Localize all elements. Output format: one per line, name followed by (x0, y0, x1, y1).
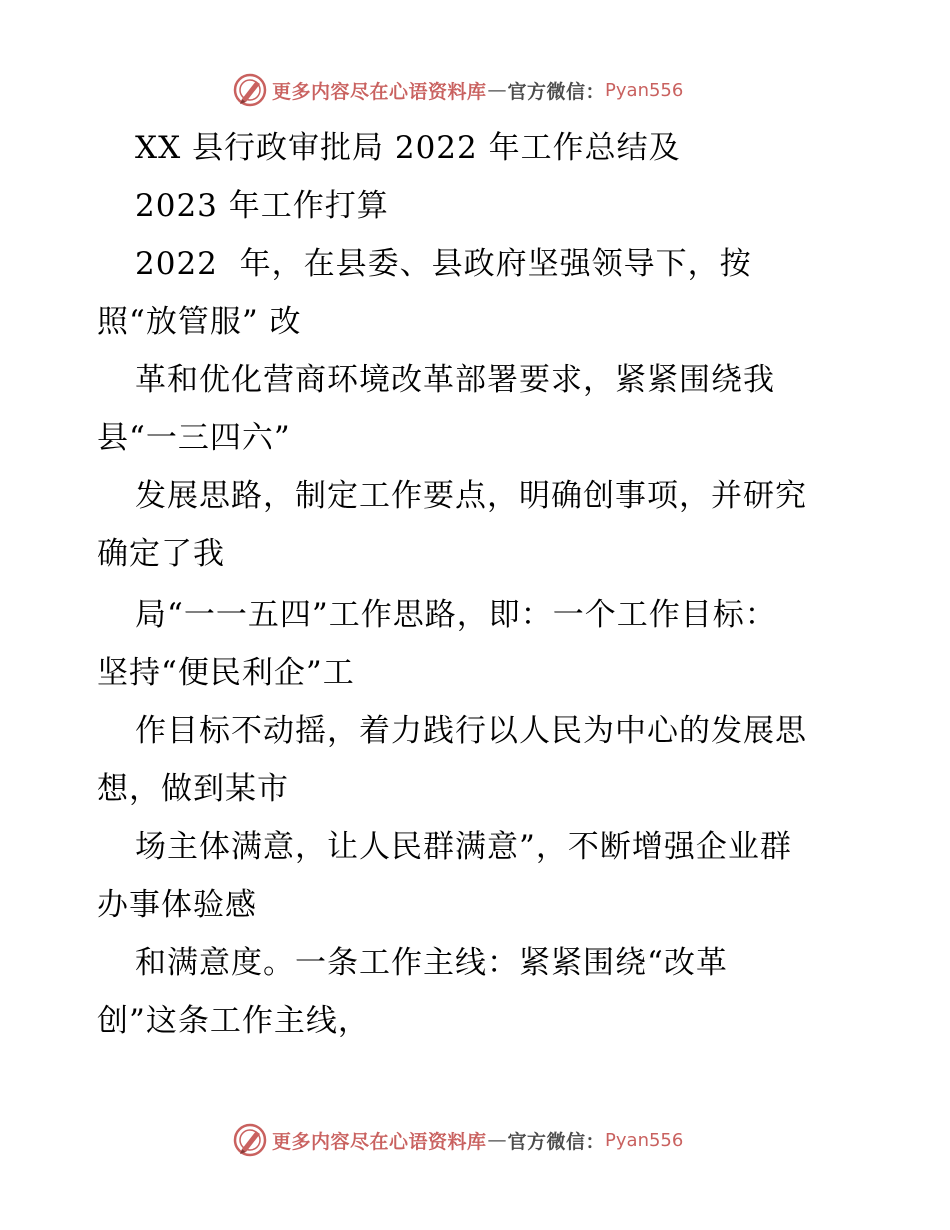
pen-logo-icon (232, 1122, 268, 1158)
document-title-line-2: 2023 年工作打算 (135, 188, 389, 224)
watermark-wechat-id: Pyan556 (605, 79, 684, 101)
watermark-separator: — (487, 1129, 507, 1151)
paragraph-line: 照“放管服” 改 (97, 304, 302, 340)
paragraph-line: 革和优化营商环境改革部署要求，紧紧围绕我 (135, 362, 775, 398)
watermark-wechat-label: 官方微信： (507, 1130, 606, 1153)
watermark-text: 更多内容尽在心语资料库 (272, 1130, 487, 1153)
paragraph-line: 县“一三四六” (97, 420, 291, 456)
paragraph-line: 创”这条工作主线， (97, 1003, 370, 1039)
watermark-separator: — (487, 79, 507, 101)
paragraph-line: 和满意度。一条工作主线：紧紧围绕“改革 (135, 945, 728, 981)
watermark-wechat-id: Pyan556 (605, 1129, 684, 1151)
watermark-wechat-label: 官方微信： (507, 80, 606, 103)
paragraph-line: 局“一一五四”工作思路，即：一个工作目标： (135, 597, 777, 633)
paragraph-line: 作目标不动摇，着力践行以人民为中心的发展思 (135, 713, 807, 749)
paragraph-line: 2022 年，在县委、县政府坚强领导下，按 (135, 246, 752, 282)
document-title-line-1: XX 县行政审批局 2022 年工作总结及 (135, 130, 681, 166)
paragraph-line: 发展思路，制定工作要点，明确创事项，并研究 (135, 478, 807, 514)
paragraph-line: 想，做到某市 (97, 771, 289, 807)
paragraph-line: 场主体满意，让人民群满意”，不断增强企业群 (135, 829, 792, 865)
watermark-text: 更多内容尽在心语资料库 (272, 80, 487, 103)
paragraph-line: 坚持“便民利企”工 (97, 655, 355, 691)
paragraph-line: 办事体验感 (97, 887, 257, 923)
paragraph-line: 确定了我 (97, 536, 225, 572)
footer-watermark (232, 1120, 683, 1160)
